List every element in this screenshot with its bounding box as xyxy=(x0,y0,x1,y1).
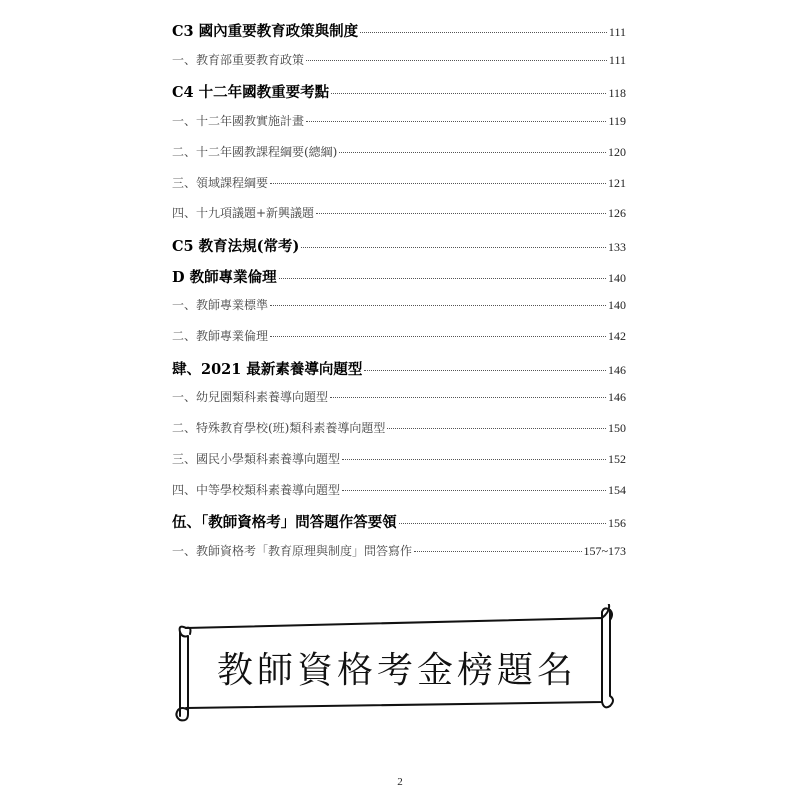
dot-leader xyxy=(301,247,606,248)
toc-entry xyxy=(172,266,626,287)
toc-entry-page: 126 xyxy=(608,206,626,221)
dot-leader xyxy=(316,213,606,214)
toc-entry-page: 156 xyxy=(608,516,626,531)
toc-entry xyxy=(172,481,626,498)
toc-entry-title: 一、教師資格考「教育原理與制度」問答寫作 xyxy=(172,543,413,558)
toc-entry-title: D 教師專業倫理 xyxy=(172,268,277,286)
toc-entry-title: 二、十二年國教課程綱要(總綱) xyxy=(172,144,338,159)
toc-entry-title: C5 教育法規(常考) xyxy=(172,237,300,255)
dot-leader xyxy=(342,459,606,460)
toc-entry xyxy=(172,296,626,313)
dot-leader xyxy=(387,428,606,429)
dot-leader xyxy=(270,336,606,337)
toc-entry-title: 二、教師專業倫理 xyxy=(172,329,269,343)
toc-entry-page: 146 xyxy=(608,390,626,405)
toc-entry xyxy=(172,358,626,379)
toc-entry xyxy=(172,327,626,344)
toc-entry-page: 118 xyxy=(608,86,626,101)
toc-entry-page: 152 xyxy=(608,451,626,466)
toc-entry-page: 150 xyxy=(608,421,626,436)
toc-entry-title: 一、十二年國教實施計畫 xyxy=(172,114,305,129)
toc-entry xyxy=(172,20,626,41)
dot-leader xyxy=(270,305,606,306)
toc-entry-title: 一、教育部重要教育政策 xyxy=(172,52,305,67)
toc-entry-title: C4 十二年國教重要考點 xyxy=(172,84,330,102)
dot-leader xyxy=(279,278,606,279)
toc-entry xyxy=(172,51,626,68)
toc-entry-title: 三、領域課程綱要 xyxy=(172,175,269,190)
toc-entry-page: 142 xyxy=(608,329,626,343)
toc-entry-title: 四、十九項議題+新興議題 xyxy=(172,206,315,221)
dot-leader xyxy=(270,183,606,184)
toc-entry xyxy=(172,143,626,160)
toc-entry-title: C3 國內重要教育政策與制度 xyxy=(172,23,359,40)
dot-leader xyxy=(331,93,606,94)
toc-entry xyxy=(172,511,626,532)
toc-entry xyxy=(172,81,626,102)
toc-entry-title: 二、特殊教育學校(班)類科素養導向題型 xyxy=(172,421,386,436)
toc-entry-title: 一、幼兒園類科素養導向題型 xyxy=(172,390,329,405)
banner-title: 教師資格考金榜題名 xyxy=(216,650,577,691)
toc-entry-page: 157~173 xyxy=(583,543,626,558)
page-number: 2 xyxy=(397,776,403,788)
toc-entry-title: 四、中等學校類科素養導向題型 xyxy=(172,482,341,497)
toc-entry-page: 111 xyxy=(608,25,626,39)
toc-entry xyxy=(172,112,626,129)
toc-entry-page: 140 xyxy=(608,298,626,313)
dot-leader xyxy=(360,32,607,33)
toc-entry xyxy=(172,204,626,221)
toc-entry xyxy=(172,388,626,405)
toc-entry-title: 三、國民小學類科素養導向題型 xyxy=(172,451,341,466)
dot-leader xyxy=(306,60,607,61)
toc-entry-page: 111 xyxy=(608,52,626,67)
toc-entry-page: 121 xyxy=(608,175,626,190)
toc-entry-page: 133 xyxy=(608,239,626,254)
scroll-banner xyxy=(172,604,620,722)
toc-entry-page: 146 xyxy=(608,362,626,377)
toc-entry-title: 肆、2021 最新素養導向題型 xyxy=(172,360,363,378)
toc-entry xyxy=(172,235,626,256)
toc-entry-page: 119 xyxy=(608,114,626,129)
dot-leader xyxy=(342,490,606,491)
toc-entry xyxy=(172,542,626,559)
toc-entry xyxy=(172,450,626,467)
toc-entry-page: 120 xyxy=(608,144,626,159)
toc-entry-page: 140 xyxy=(608,270,626,285)
dot-leader xyxy=(399,523,606,524)
toc-entry-title: 伍、「教師資格考」問答題作答要領 xyxy=(172,514,397,532)
dot-leader xyxy=(330,397,606,398)
toc-entry-title: 一、教師專業標準 xyxy=(172,298,269,313)
toc-entry xyxy=(172,419,626,436)
dot-leader xyxy=(306,121,606,122)
dot-leader xyxy=(414,551,581,552)
dot-leader xyxy=(339,152,606,153)
toc-entry-page: 154 xyxy=(608,482,626,497)
dot-leader xyxy=(364,370,606,371)
toc-entry xyxy=(172,174,626,191)
